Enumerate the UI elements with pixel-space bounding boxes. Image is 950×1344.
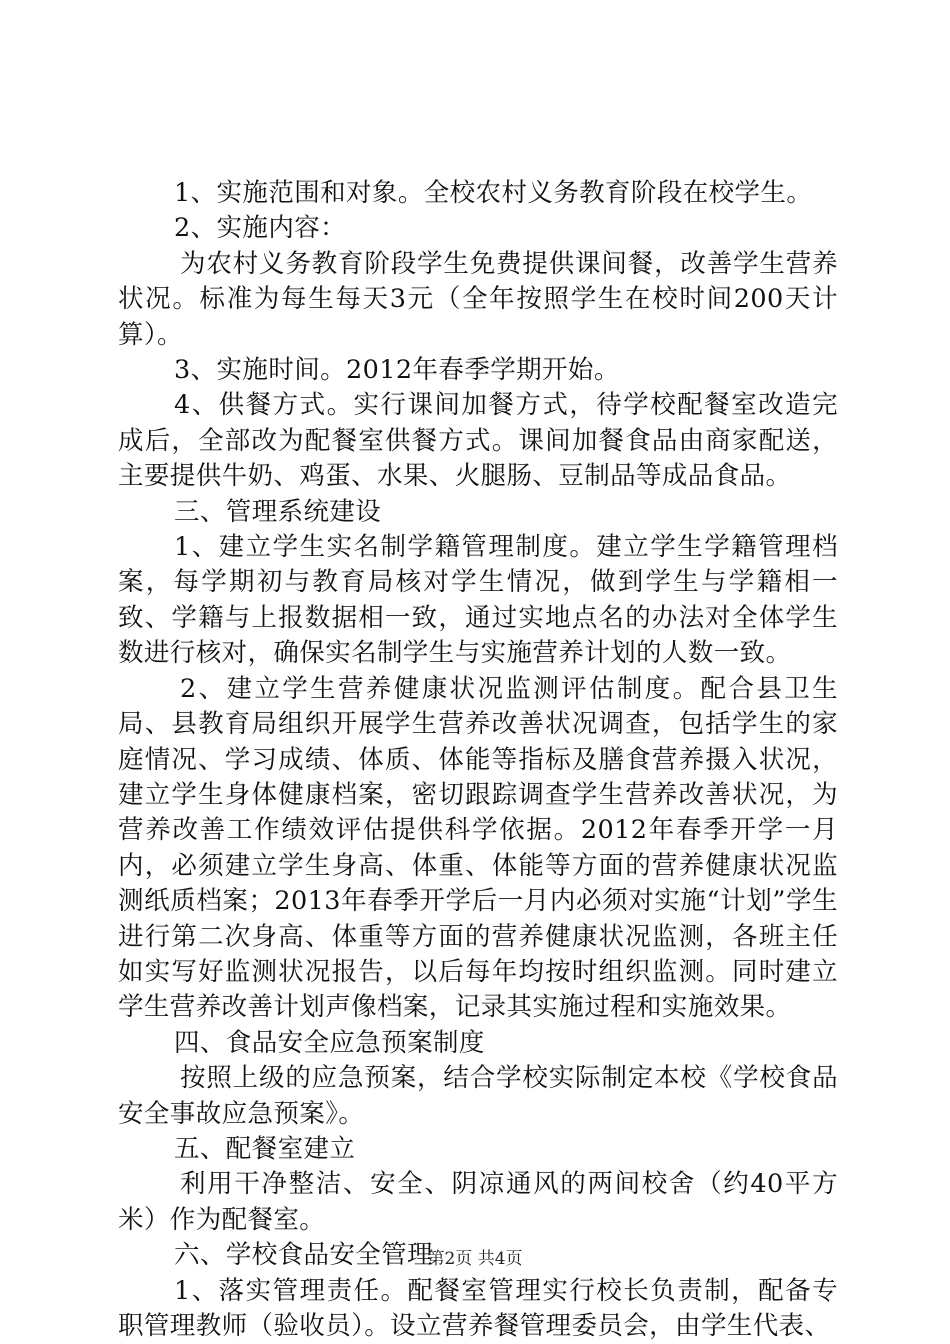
section-heading-5: 五、配餐室建立 xyxy=(174,1133,356,1164)
section-heading-3: 三、管理系统建设 xyxy=(174,496,382,527)
paragraph-meal-method: 4、供餐方式。实行课间加餐方式，待学校配餐室改造完成后，全部改为配餐室供餐方式。课间加餐食品由商家配送，主要提供牛奶、鸡蛋、水果、火腿肠、豆制品等成品食品。 xyxy=(118,390,838,492)
paragraph-content-heading: 2、实施内容： xyxy=(174,213,347,244)
document-body xyxy=(118,176,838,1344)
paragraph-registration: 1、建立学生实名制学籍管理制度。建立学生学籍管理档案，每学期初与教育局核对学生情况，做到学生与学籍相一致、学籍与上报数据相一致，通过实地点名的办法对全体学生数进行核对，确保实名制学生与实施营养计划的人数一致。 xyxy=(118,532,838,669)
paragraph-room: 利用干净整洁、安全、阴凉通风的两间校舍（约40平方米）作为配餐室。 xyxy=(118,1169,838,1235)
paragraph-responsibility: 1、落实管理责任。配餐室管理实行校长负责制，配备专职管理教师（验收员）。设立营养餐管理委员会，由学生代表、 xyxy=(118,1275,838,1341)
paragraph-emergency: 按照上级的应急预案，结合学校实际制定本校《学校食品安全事故应急预案》。 xyxy=(118,1063,838,1129)
paragraph-content: 为农村义务教育阶段学生免费提供课间餐，改善学生营养状况。标准为每生每天3元（全年按照学生在校时间200天计算）。 xyxy=(118,248,838,350)
section-heading-4: 四、食品安全应急预案制度 xyxy=(174,1027,485,1058)
paragraph-scope: 1、实施范围和对象。全校农村义务教育阶段在校学生。 xyxy=(174,178,813,208)
section-heading-6: 六、学校食品安全管理 xyxy=(174,1240,434,1271)
paragraph-monitoring: 2、建立学生营养健康状况监测评估制度。配合县卫生局、县教育局组织开展学生营养改善状况调查，包括学生的家庭情况、学习成绩、体质、体能等指标及膳食营养摄入状况，建立学生身体健康档案，密切跟踪调查学生营养改善状况，为营养改善工作绩效评估提供科学依据。2012年春季开学一月内，必须建立学生身高、体重、体能等方面的营养健康状况监测纸质档案；2013年春季开学后一月内必须对实施“计划”学生进行第二次身高、体重等方面的营养健康状况监测，各班主任如实写好监测状况报告，以后每年均按时组织监测。同时建立学生营养改善计划声像档案，记录其实施过程和实施效果。 xyxy=(118,673,838,1023)
page-footer: 第2页 共4页 xyxy=(427,1249,523,1269)
paragraph-time: 3、实施时间。2012年春季学期开始。 xyxy=(174,355,620,386)
